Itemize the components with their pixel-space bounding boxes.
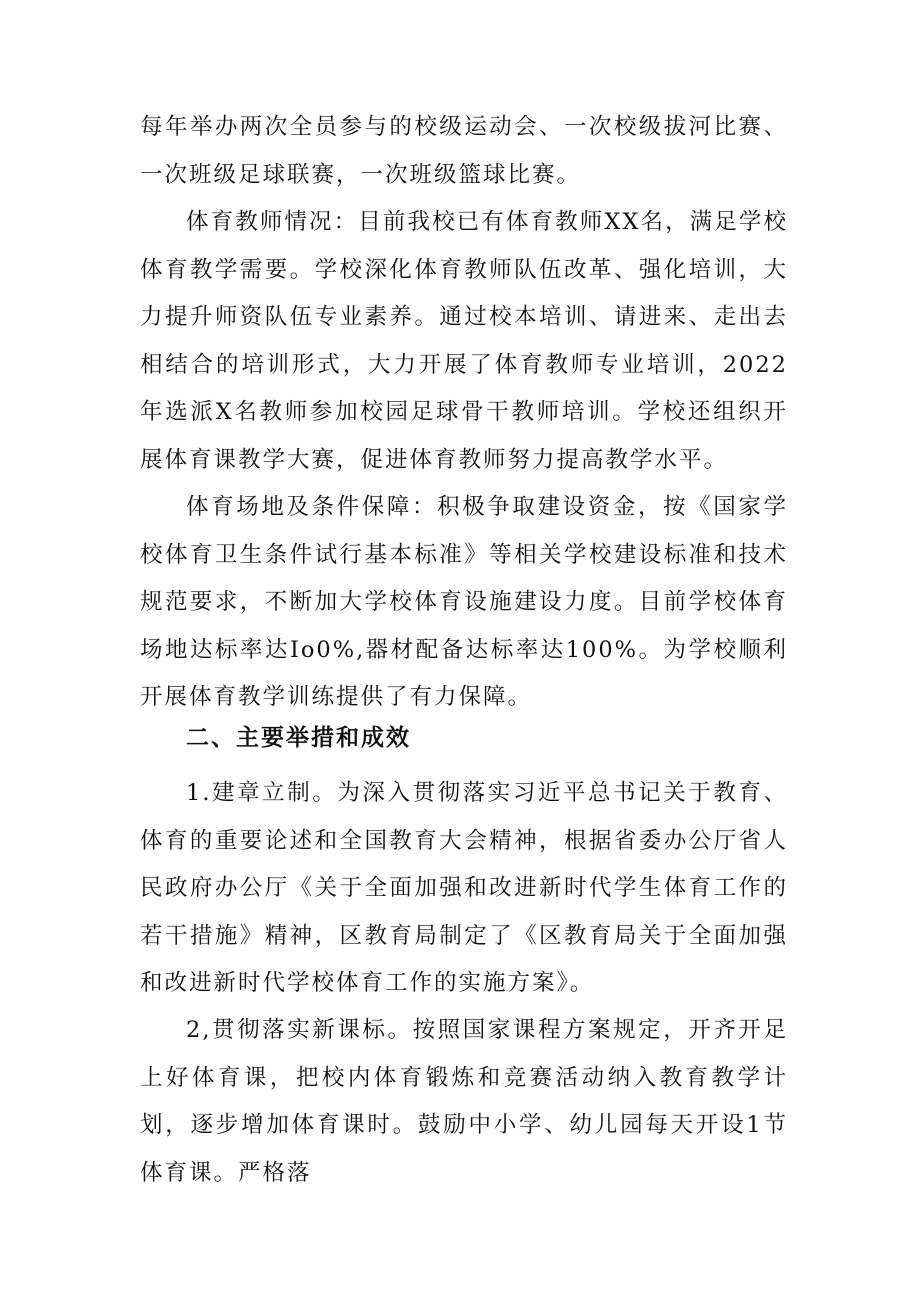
paragraph-facilities: 体育场地及条件保障：积极争取建设资金，按《国家学校体育卫生条件试行基本标准》等相关学校建设标准和技术规范要求，不断加大学校体育设施建设力度。目前学校体育场地达标率达Io0%,器材配备达标率达100%。为学校顺利开展体育教学训练提供了有力保障。: [140, 494, 788, 710]
paragraph-new-curriculum: 2,贯彻落实新课标。按照国家课程方案规定，开齐开足上好体育课，把校内体育锻炼和竞赛活动纳入教育教学计划，逐步增加体育课时。鼓励中小学、幼儿园每天开设1节体育课。严格落: [140, 1017, 788, 1186]
section-heading-main-measures: 二、主要举措和成效: [186, 725, 411, 751]
paragraph-regulations: 1.建章立制。为深入贯彻落实习近平总书记关于教育、体育的重要论述和全国教育大会精神，根据省委办公厅省人民政府办公厅《关于全面加强和改进新时代学生体育工作的若干措施》精神，区教育局制定了《区教育局关于全面加强和改进新时代学校体育工作的实施方案》。: [140, 780, 788, 996]
paragraph-pe-teachers: 体育教师情况：目前我校已有体育教师XX名，满足学校体育教学需要。学校深化体育教师队伍改革、强化培训，大力提升师资队伍专业素养。通过校本培训、请进来、走出去相结合的培训形式，大力开展了体育教师专业培训，2022年选派X名教师参加校园足球骨干教师培训。学校还组织开展体育课教学大赛，促进体育教师努力提高教学水平。: [140, 209, 788, 473]
paragraph-sports-events: 每年举办两次全员参与的校级运动会、一次校级拔河比赛、一次班级足球联赛，一次班级篮球比赛。: [140, 114, 788, 188]
